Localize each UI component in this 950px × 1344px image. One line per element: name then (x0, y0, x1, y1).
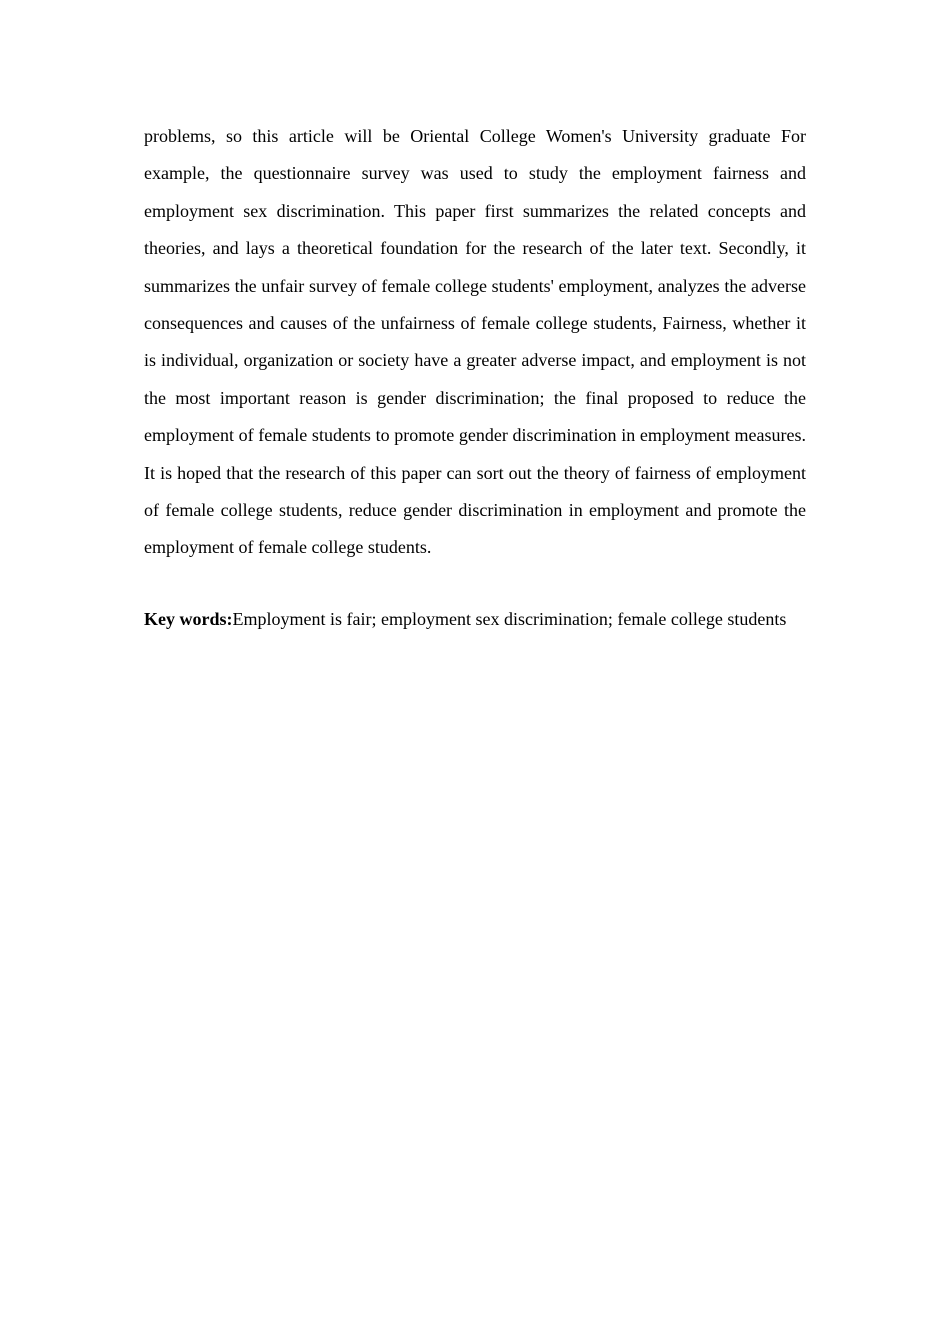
abstract-paragraph: problems, so this article will be Oriental College Women's University graduate For example, the questionnaire survey was used to study the employment fairness and employment sex discrimination. This paper first summarizes the related concepts and theories, and lays a theoretical foundation for the research of the later text. Secondly, it summarizes the unfair survey of female college students' employment, analyzes the adverse consequences and causes of the unfairness of female college students, Fairness, whether it is individual, organization or society have a greater adverse impact, and employment is not the most important reason is gender discrimination; the final proposed to reduce the employment of female students to promote gender discrimination in employment measures. It is hoped that the research of this paper can sort out the theory of fairness of employment of female college students, reduce gender discrimination in employment and promote the employment of female college students. (144, 126, 806, 558)
keywords-text: Employment is fair; employment sex discrimination; female college students (232, 608, 787, 629)
page-content (144, 118, 806, 638)
keywords-line (144, 601, 806, 638)
keywords-label: Key words: (144, 608, 233, 629)
